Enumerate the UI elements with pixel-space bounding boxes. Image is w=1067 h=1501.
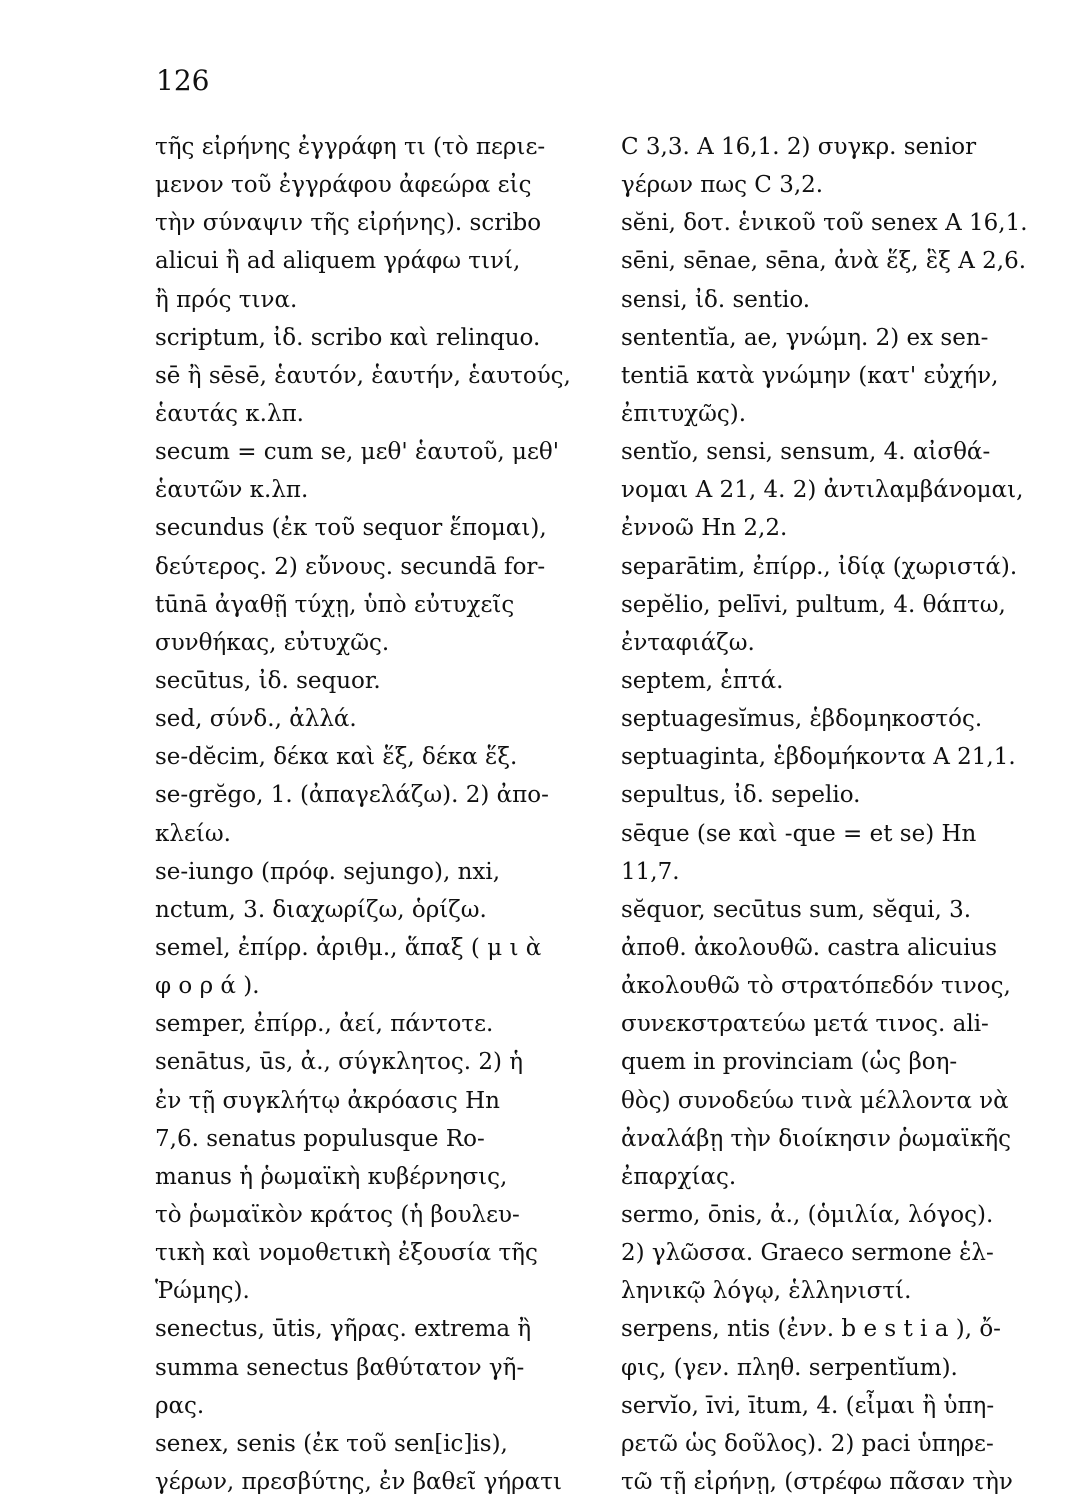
dictionary-line: se-iungo (πρόφ. sejungo), nxi, [155,858,501,885]
dictionary-line: sĕni, δοτ. ἑνικοῦ τοῦ senex A 16,1. [621,210,1028,237]
dictionary-line: sēni, sēnae, sēna, ἀνὰ ἕξ, ἓξ A 2,6. [621,248,1027,275]
dictionary-line: 2) γλῶσσα. Graeco sermone ἑλ- [621,1240,994,1267]
dictionary-line: sed, σύνδ., ἀλλά. [155,706,357,733]
dictionary-line: alicui ἢ ad aliquem γράφω τινί, [155,248,521,275]
dictionary-line: φ ο ρ ά ). [155,973,260,1000]
dictionary-line: se-dĕcim, δέκα καὶ ἕξ, δέκα ἕξ. [155,744,518,771]
dictionary-line: νομαι A 21, 4. 2) ἀντιλαμβάνομαι, [621,477,1024,504]
dictionary-line: τῶ τῇ εἰρήνῃ, (στρέφω πᾶσαν τὴν [621,1468,1013,1495]
dictionary-line: γέρων, πρεσβύτης, ἐν βαθεῖ γήρατι [155,1468,562,1495]
dictionary-line: Ῥώμης). [155,1278,250,1305]
dictionary-line: sē ἢ sēsē, ἑαυτόν, ἑαυτήν, ἑαυτούς, [155,362,571,389]
dictionary-line: quem in provinciam (ὡς βοη- [621,1049,958,1076]
dictionary-line: ἀναλάβῃ τὴν διοίκησιν ῥωμαϊκῆς [621,1125,1012,1152]
dictionary-line: sēque (se καὶ -que = et se) Hn [621,820,977,847]
dictionary-line: κλείω. [155,820,231,847]
dictionary-line: ληνικῷ λόγῳ, ἑλληνιστί. [621,1278,912,1305]
dictionary-line: sententĭa, ae, γνώμη. 2) ex sen- [621,324,989,351]
dictionary-line: scriptum, ἰδ. scribo καὶ relinquo. [155,324,541,351]
dictionary-line: C 3,3. A 16,1. 2) συγκρ. senior [621,134,977,160]
dictionary-line: θὸς) συνοδεύω τινὰ μέλλοντα νὰ [621,1087,1009,1114]
dictionary-line: 7,6. senatus populusque Ro- [155,1125,485,1152]
dictionary-line: senātus, ūs, ἀ., σύγκλητος. 2) ἡ [155,1049,524,1076]
dictionary-line: septuaginta, ἑβδομήκοντα A 21,1. [621,744,1016,771]
dictionary-line: sepĕlio, pelīvi, pultum, 4. θάπτω, [621,591,1006,618]
dictionary-line: semel, ἐπίρρ. ἀριθμ., ἅπαξ ( μ ι ὰ [155,934,542,961]
page-number: 126 [156,64,210,97]
dictionary-line: συνθήκας, εὐτυχῶς. [155,629,390,656]
dictionary-line: tentiā κατὰ γνώμην (κατ' εὐχήν, [621,362,999,389]
dictionary-line: secundus (ἐκ τοῦ sequor ἕπομαι), [155,515,547,542]
dictionary-line: separātim, ἐπίρρ., ἰδίᾳ (χωριστά). [621,553,1018,580]
dictionary-line: δεύτερος. 2) εὔνους. secundā for- [155,553,546,580]
dictionary-line: φις, (γεν. πληθ. serpentĭum). [621,1354,958,1381]
left-column [155,128,579,1501]
dictionary-line: ἐπαρχίας. [621,1163,737,1190]
dictionary-line: ἐνταφιάζω. [621,629,755,656]
dictionary-line: secūtus, ἰδ. sequor. [155,667,381,694]
dictionary-line: ἑαυτῶν κ.λπ. [155,477,309,504]
dictionary-line: semper, ἐπίρρ., ἀεί, πάντοτε. [155,1011,494,1038]
dictionary-line: γέρων πως C 3,2. [621,172,824,199]
dictionary-line: sentĭo, sensi, sensum, 4. αἰσθά- [621,439,991,466]
dictionary-line: τὸ ῥωμαϊκὸν κράτος (ἡ βουλευ- [155,1201,520,1228]
dictionary-line: συνεκστρατεύω μετά τινος. ali- [621,1011,989,1038]
dictionary-line: ἐννοῶ Hn 2,2. [621,515,788,542]
dictionary-line: septem, ἑπτά. [621,667,784,694]
dictionary-line: ἀκολουθῶ τὸ στρατόπεδόν τινος, [621,973,1011,1000]
dictionary-line: ἢ πρός τινα. [155,286,298,313]
dictionary-line: τικὴ καὶ νομοθετικὴ ἐξουσία τῆς [155,1240,538,1267]
dictionary-line: manus ἡ ῥωμαϊκὴ κυβέρνησις, [155,1163,508,1190]
dictionary-line: μενον τοῦ ἐγγράφου ἀφεώρα εἰς [155,172,532,199]
dictionary-line: 11,7. [621,858,680,885]
dictionary-line: senectus, ūtis, γῆρας. extrema ἢ [155,1316,532,1343]
dictionary-line: ἀποθ. ἀκολουθῶ. castra alicuius [621,934,998,961]
dictionary-line: sepultus, ἰδ. sepelio. [621,782,861,809]
dictionary-line: summa senectus βαθύτατον γῆ- [155,1354,525,1381]
dictionary-line: serpens, ntis (ἐνν. b e s t i a ), ὄ- [621,1316,1001,1343]
dictionary-line: ἑαυτάς κ.λπ. [155,400,304,427]
dictionary-line: septuagesĭmus, ἑβδομηκοστός. [621,706,983,733]
dictionary-line: sermo, ōnis, ἀ., (ὁμιλία, λόγος). [621,1201,994,1228]
dictionary-line: se-grĕgo, 1. (ἀπαγελάζω). 2) ἀπο- [155,782,549,809]
dictionary-line: servĭo, īvi, ītum, 4. (εἶμαι ἢ ὑπη- [621,1392,995,1419]
dictionary-line: nctum, 3. διαχωρίζω, ὁρίζω. [155,896,487,923]
right-column [621,128,1043,1501]
dictionary-line: senex, senis (ἐκ τοῦ sen[ic]is), [155,1430,508,1457]
dictionary-line: sensi, ἰδ. sentio. [621,286,811,313]
dictionary-line: τὴν σύναψιν τῆς εἰρήνης). scribo [155,210,542,237]
dictionary-line: ἐπιτυχῶς). [621,400,747,427]
dictionary-line: ἐν τῇ συγκλήτῳ ἀκρόασις Hn [155,1087,500,1114]
dictionary-line: secum = cum se, μεθ' ἑαυτοῦ, μεθ' [155,439,560,466]
dictionary-line: ρετῶ ὡς δοῦλος). 2) paci ὑπηρε- [621,1430,994,1457]
dictionary-line: tūnā ἀγαθῇ τύχῃ, ὑπὸ εὐτυχεῖς [155,591,515,618]
dictionary-line: τῆς εἰρήνης ἐγγράφη τι (τὸ περιε- [155,134,546,160]
dictionary-line: sĕquor, secūtus sum, sĕqui, 3. [621,896,972,923]
dictionary-line: ρας. [155,1392,205,1419]
